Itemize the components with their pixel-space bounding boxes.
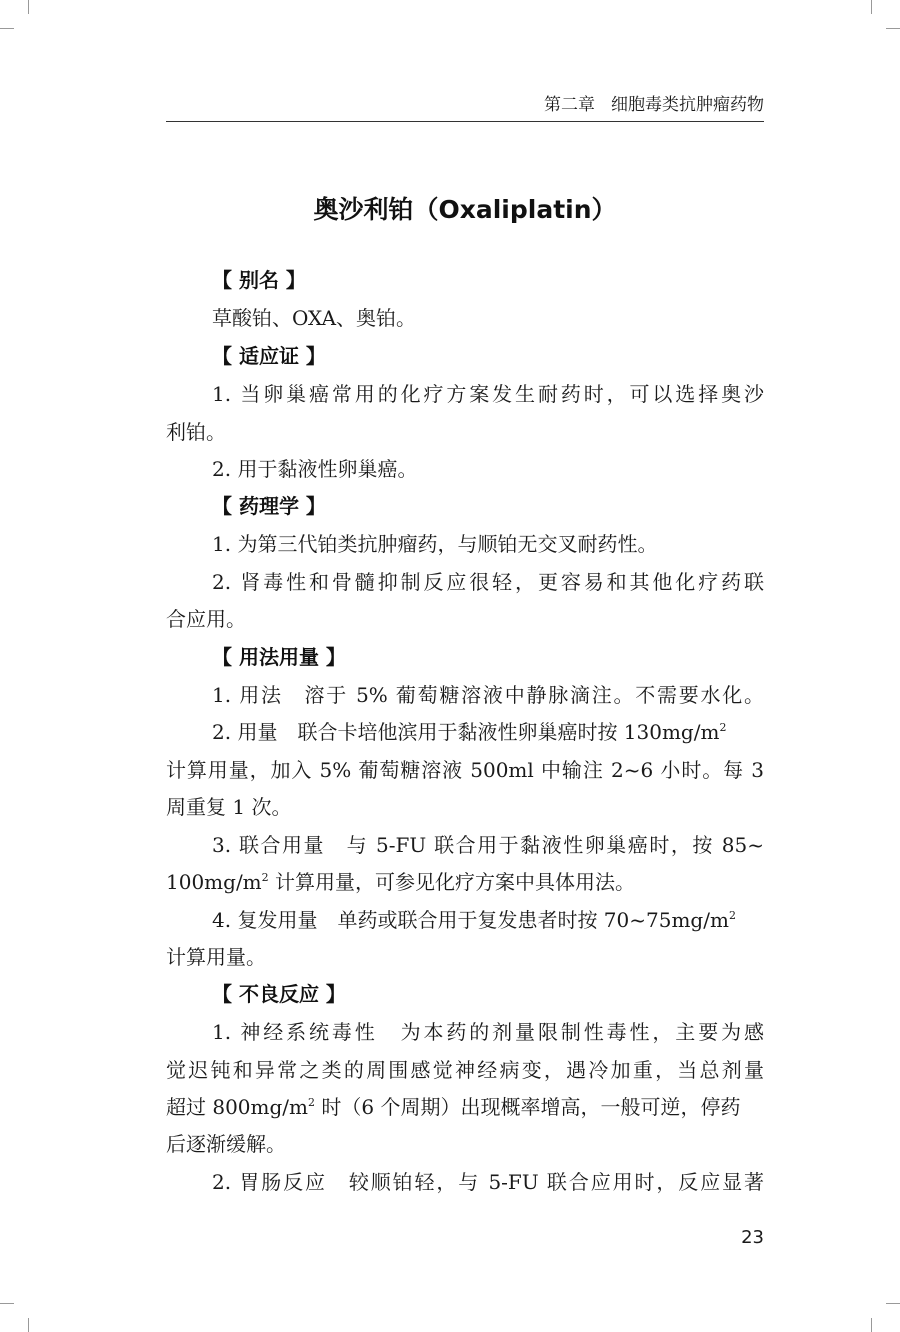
drug-title: 奥沙利铂（Oxaliplatin） [313,195,617,224]
section-heading-alias: 【 别名 】 [212,268,306,292]
section-heading-indication: 【 适应证 】 [212,344,326,368]
crop-mark-top-left [28,0,29,14]
crop-mark-bottom-left [28,1318,29,1332]
adverse-item-1-text: 时（6 个周期）出现概率增高，一般可逆，停药 [315,1095,741,1119]
pharmacology-item-2-line-1: 2. 肾毒性和骨髓抑制反应很轻，更容易和其他化疗药联 [212,570,764,594]
dosage-item-2-text: 2. 用量 联合卡培他滨用于黏液性卵巢癌时按 130mg/m [212,720,720,744]
page-number: 23 [741,1227,764,1248]
header-rule [166,121,764,122]
indication-item-1-line-1: 1. 当卵巢癌常用的化疗方案发生耐药时，可以选择奥沙 [212,382,764,406]
indication-item-2: 2. 用于黏液性卵巢癌。 [212,457,418,481]
dosage-item-2-line-3: 周重复 1 次。 [166,795,292,819]
crop-mark-bottom-right-h [886,1303,900,1304]
section-heading-pharmacology: 【 药理学 】 [212,494,326,518]
dosage-item-2-line-2: 计算用量，加入 5% 葡萄糖溶液 500ml 中输注 2~6 小时。每 3 [166,758,764,782]
adverse-item-1-line-1: 1. 神经系统毒性 为本药的剂量限制性毒性，主要为感 [212,1020,764,1044]
section-heading-dosage: 【 用法用量 】 [212,645,346,669]
dosage-item-3-unit: 100mg/m [166,870,262,894]
running-head [166,93,764,117]
superscript: 2 [719,721,727,734]
adverse-item-1-unit: 超过 800mg/m [166,1095,309,1119]
pharmacology-item-2-line-2: 合应用。 [166,607,246,631]
dosage-item-4-line-1 [212,905,764,935]
dosage-item-4-text: 4. 复发用量 单药或联合用于复发患者时按 70~75mg/m [212,908,729,932]
dosage-item-3-line-1: 3. 联合用量 与 5-FU 联合用于黏液性卵巢癌时，按 85~ [212,833,764,857]
section-heading-adverse: 【 不良反应 】 [212,982,346,1006]
adverse-item-1-line-2: 觉迟钝和异常之类的周围感觉神经病变，遇冷加重，当总剂量 [166,1058,764,1082]
adverse-item-2-line-1: 2. 胃肠反应 较顺铂轻，与 5-FU 联合应用时，反应显著 [212,1170,764,1194]
dosage-item-4-line-2: 计算用量。 [166,945,266,969]
superscript: 2 [728,909,736,922]
adverse-item-1-line-3 [166,1092,764,1122]
crop-mark-bottom-right [871,1318,872,1332]
indication-item-1-line-2: 利铂。 [166,420,226,444]
dosage-item-1: 1. 用法 溶于 5% 葡萄糖溶液中静脉滴注。不需要水化。 [212,683,764,707]
chapter-number: 第二章 [544,95,595,115]
dosage-item-2-line-1 [212,717,764,747]
superscript: 2 [261,871,269,884]
chapter-title: 细胞毒类抗肿瘤药物 [611,95,764,115]
adverse-item-1-line-4: 后逐渐缓解。 [166,1132,286,1156]
dosage-item-3-line-2 [166,867,764,897]
dosage-item-3-text: 计算用量，可参见化疗方案中具体用法。 [268,870,636,894]
crop-mark-top-right-h [886,28,900,29]
pharmacology-item-1: 1. 为第三代铂类抗肿瘤药，与顺铂无交叉耐药性。 [212,532,658,556]
superscript: 2 [308,1096,316,1109]
crop-mark-top-right [871,0,872,14]
alias-text: 草酸铂、OXA、奥铂。 [212,306,417,330]
crop-mark-top-left-h [0,28,14,29]
crop-mark-bottom-left-h [0,1303,14,1304]
